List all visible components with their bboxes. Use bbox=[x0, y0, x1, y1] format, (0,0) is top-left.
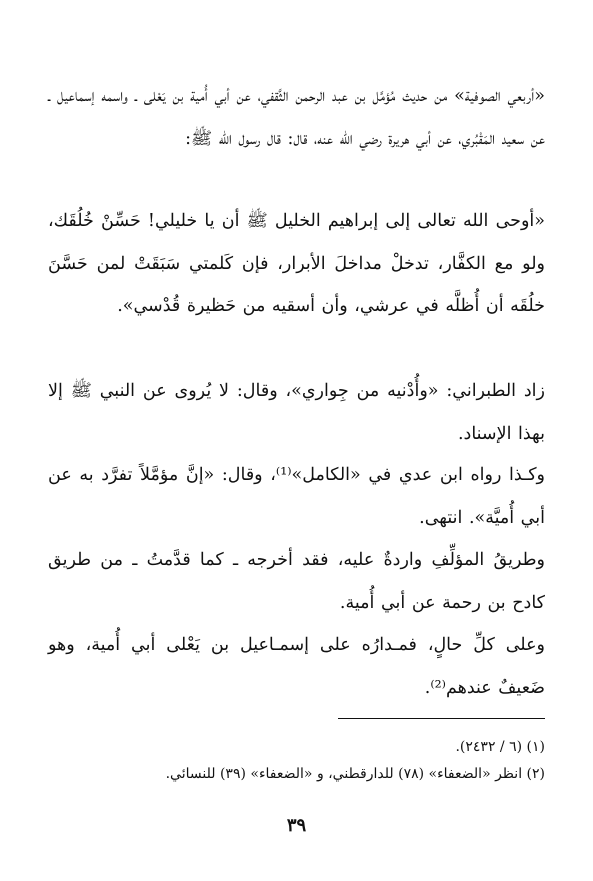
body-paragraph-tabarani-addition: زاد الطبراني: «وأُدْنيه من جِواري»، وقال: لا يُروى عن النبي ﷺ إلا بهذا الإسناد. bbox=[48, 381, 545, 444]
page-number: ٣٩ bbox=[286, 815, 307, 836]
footnote-separator bbox=[338, 718, 545, 719]
body-paragraph-hadith-text: «أوحى الله تعالى إلى إبراهيم الخليل ﷺ أن يا خليلي! حَسِّنْ خُلُقَك، ولو مع الكفَّار، تدخلْ مداخلَ الأبرار، فإن كَلمتي سَبَقَتْ لمن حَسَّنَ خلُقَه أن أُظلَّه في عرشي، وأن أسقيه من حَظيرة قُدْسي». bbox=[48, 211, 545, 316]
body-paragraph-conclusion: وعلى كلِّ حالٍ، فمـدارُه على إسمـاعيل بن يَعْلى أبي أُمية، وهو ضَعيفٌ عندهم⁽²⁾. bbox=[48, 635, 545, 698]
body-paragraph-hadith-chain: «أربعي الصوفية» من حديث مُؤمَّل بن عبد الرحمن الثَّقفي، عن أبي أُمية بن يَعْلى ـ واسمه إسماعيل ـ عن سعيد المَقْبُري، عن أبي هريرة رضي الله عنه، قال: قال رسول الله ﷺ: bbox=[48, 86, 545, 149]
body-paragraph-ibn-adi: وكـذا رواه ابن عدي في «الكامل»⁽¹⁾، وقال: «إنَّ مؤمَّلاً تفرَّد به عن أبي أُميَّة». انتهى. bbox=[48, 465, 545, 528]
body-paragraph-author-route: وطريقُ المؤلِّفِ واردةٌ عليه، فقد أخرجه ـ كما قدَّمتُ ـ من طريق كادح بن رحمة عن أبي أُمية. bbox=[48, 550, 545, 613]
footnote-1: (١) (٦ / ٢٤٣٢). bbox=[455, 739, 545, 755]
footnote-2: (٢) انظر «الضعفاء» (٧٨) للدارقطني، و «الضعفاء» (٣٩) للنسائي. bbox=[165, 766, 545, 782]
